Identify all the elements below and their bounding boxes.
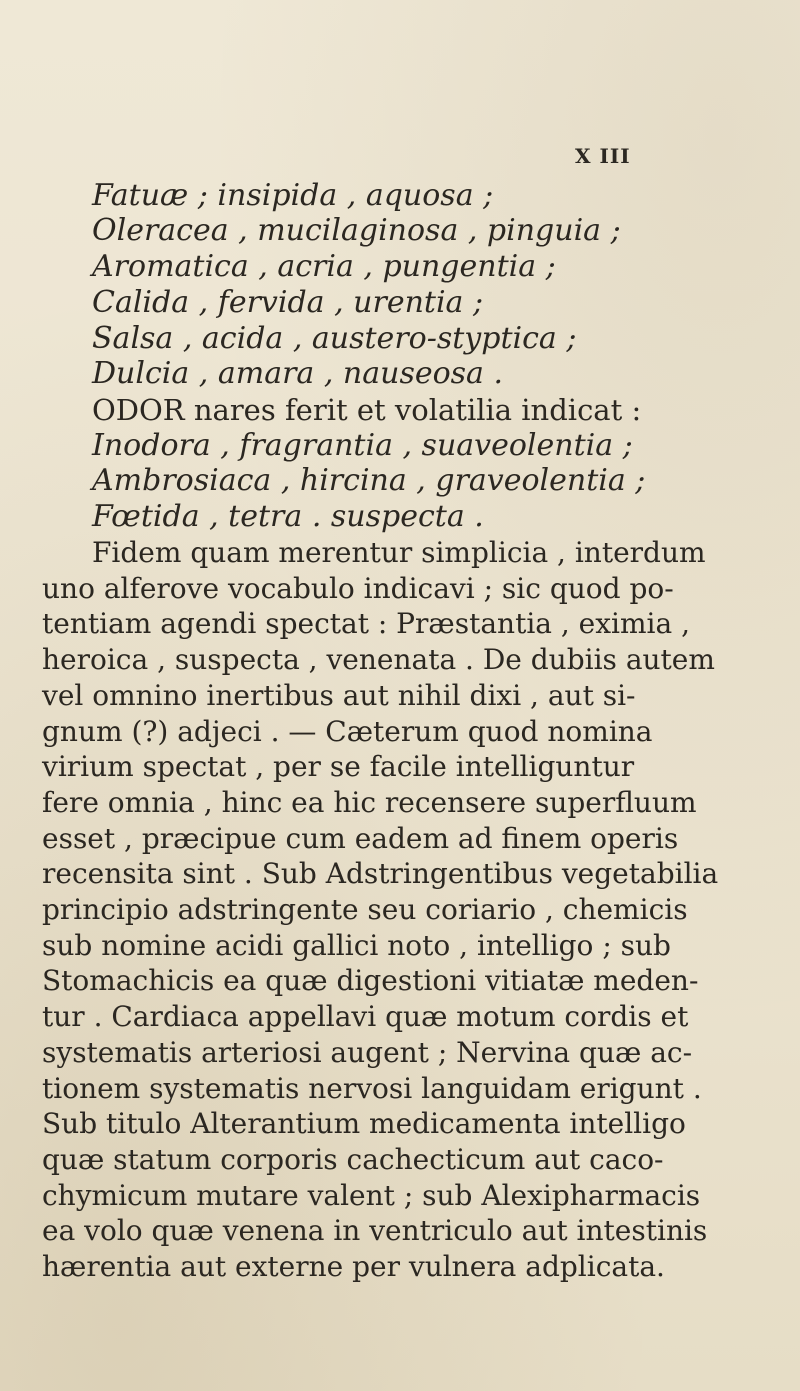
- text-line: virium spectat , per se facile intelliguntur: [42, 750, 635, 783]
- text-line: Salsa , acida , austero-styptica ;: [92, 321, 577, 356]
- text-line: gnum (?) adjeci . — Cæterum quod nomina: [42, 715, 653, 748]
- text-line: Dulcia , amara , nauseosa .: [92, 356, 504, 391]
- text-line: fere omnia , hinc ea hic recensere superfluum: [42, 786, 697, 819]
- text-line: quæ statum corporis cachecticum aut caco-: [42, 1143, 664, 1176]
- text-line: ea volo quæ venena in ventriculo aut intestinis: [42, 1214, 708, 1247]
- text-line: Stomachicis ea quæ digestioni vitiatæ meden-: [42, 964, 699, 997]
- text-line: tentiam agendi spectat : Præstantia , eximia ,: [42, 607, 690, 640]
- text-line: tur . Cardiaca appellavi quæ motum cordis et: [42, 1000, 689, 1033]
- text-line: Fœtida , tetra . suspecta .: [92, 499, 484, 534]
- text-line: Aromatica , acria , pungentia ;: [92, 249, 556, 284]
- text-line: Ambrosiaca , hircina , graveolentia ;: [92, 463, 646, 498]
- text-line: sub nomine acidi gallici noto , intelligo ; sub: [42, 929, 671, 962]
- text-line: Fatuæ ; insipida , aquosa ;: [92, 178, 494, 213]
- text-line: Sub titulo Alterantium medicamenta intelligo: [42, 1107, 686, 1140]
- text-line: vel omnino inertibus aut nihil dixi , aut si-: [42, 679, 636, 712]
- text-line: Inodora , fragrantia , suaveolentia ;: [92, 428, 633, 463]
- text-line: principio adstringente seu coriario , chemicis: [42, 893, 688, 926]
- page-number: X III: [575, 144, 631, 168]
- text-line: hærentia aut externe per vulnera adplicata.: [42, 1250, 665, 1283]
- text-line: tionem systematis nervosi languidam erigunt .: [42, 1072, 702, 1105]
- text-line: esset , præcipue cum eadem ad finem operis: [42, 822, 679, 855]
- text-line: Fidem quam merentur simplicia , interdum: [92, 536, 706, 569]
- text-line: Oleracea , mucilaginosa , pinguia ;: [92, 213, 621, 248]
- text-line: systematis arteriosi augent ; Nervina quæ ac-: [42, 1036, 693, 1069]
- text-line: uno alferove vocabulo indicavi ; sic quod po-: [42, 572, 674, 605]
- text-line: heroica , suspecta , venenata . De dubiis autem: [42, 643, 715, 676]
- text-line: recensita sint . Sub Adstringentibus vegetabilia: [42, 857, 719, 890]
- text-line: ODOR nares ferit et volatilia indicat :: [92, 393, 642, 427]
- text-line: Calida , fervida , urentia ;: [92, 285, 484, 320]
- text-line: chymicum mutare valent ; sub Alexipharmacis: [42, 1179, 701, 1212]
